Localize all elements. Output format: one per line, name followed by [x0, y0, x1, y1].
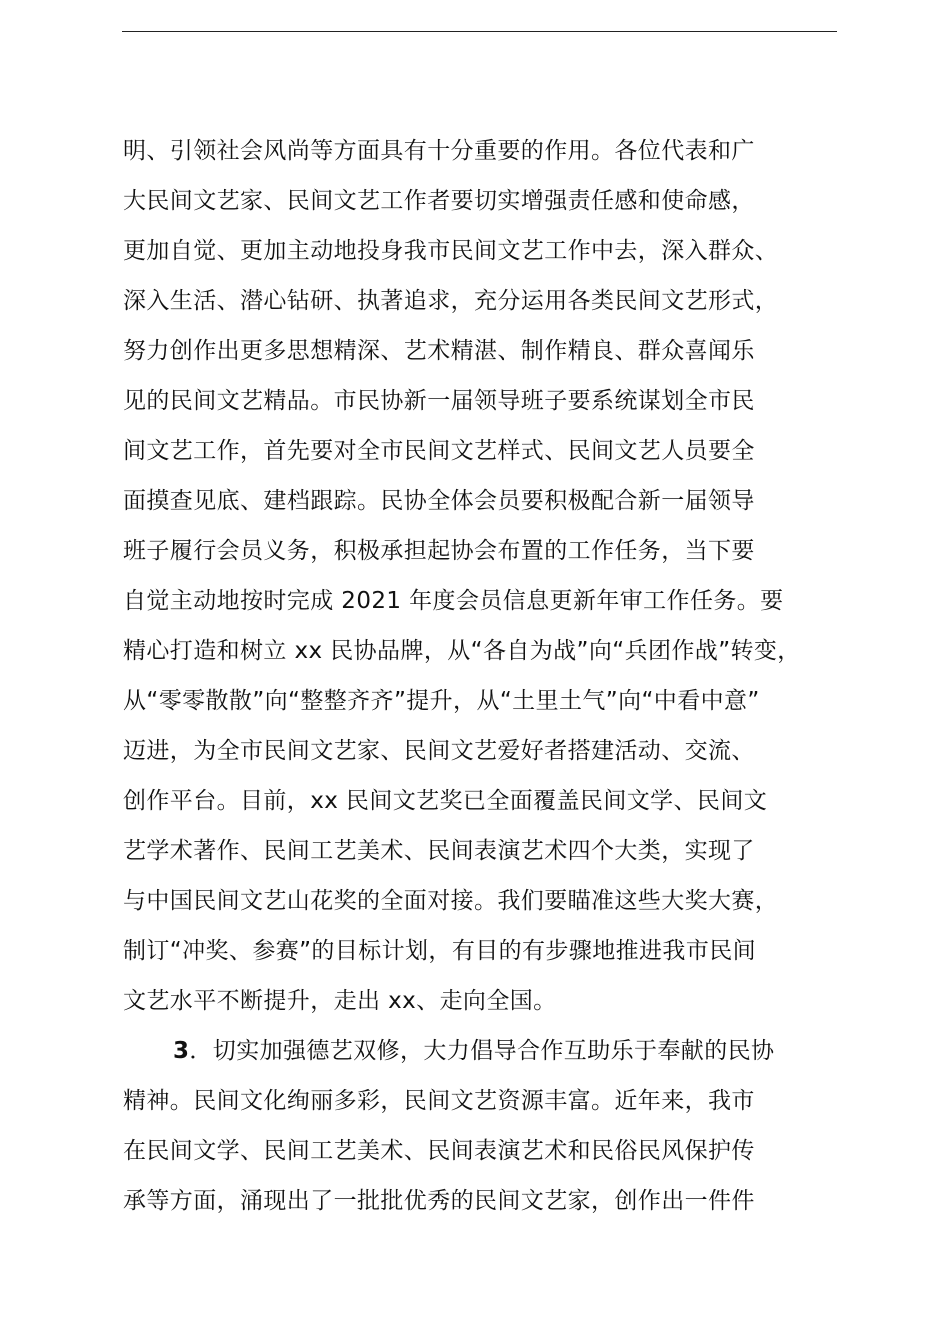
paragraph-line: 更加自觉、更加主动地投身我市民间文艺工作中去，深入群众、	[123, 238, 779, 264]
paragraph-line: 面摸查见底、建档跟踪。民协全体会员要积极配合新一届领导	[123, 488, 755, 514]
paragraph-line: 自觉主动地按时完成 2021 年度会员信息更新年审工作任务。要	[123, 588, 784, 614]
paragraph-line: 努力创作出更多思想精深、艺术精湛、制作精良、群众喜闻乐	[123, 338, 755, 364]
paragraph-line: 深入生活、潜心钻研、执著追求，充分运用各类民间文艺形式，	[123, 288, 779, 314]
paragraph-line: 文艺水平不断提升，走出 xx、走向全国。	[123, 988, 557, 1014]
paragraph-line: 大民间文艺家、民间文艺工作者要切实增强责任感和使命感，	[123, 188, 755, 214]
paragraph-line: 从“零零散散”向“整整齐齐”提升，从“土里土气”向“中看中意”	[123, 688, 760, 714]
paragraph-line: 见的民间文艺精品。市民协新一届领导班子要系统谋划全市民	[123, 388, 755, 414]
paragraph-line: 在民间文学、民间工艺美术、民间表演艺术和民俗民风保护传	[123, 1138, 755, 1164]
paragraph-line: 明、引领社会风尚等方面具有十分重要的作用。各位代表和广	[123, 138, 755, 164]
paragraph-line: 艺学术著作、民间工艺美术、民间表演艺术四个大类，实现了	[123, 838, 755, 864]
paragraph-line: 精心打造和树立 xx 民协品牌，从“各自为战”向“兵团作战”转变，	[123, 638, 801, 664]
paragraph-line: 制订“冲奖、参赛”的目标计划，有目的有步骤地推进我市民间	[123, 938, 757, 964]
paragraph-line: 精神。民间文化绚丽多彩，民间文艺资源丰富。近年来，我市	[123, 1088, 755, 1114]
section-3-heading-line	[123, 1026, 863, 1076]
paragraph-line: 迈进，为全市民间文艺家、民间文艺爱好者搭建活动、交流、	[123, 738, 755, 764]
section-number: 3	[173, 1038, 190, 1064]
body-text	[123, 126, 863, 1226]
section-3-first-line: ．切实加强德艺双修，大力倡导合作互助乐于奉献的民协	[189, 1038, 775, 1064]
paragraph-line: 班子履行会员义务，积极承担起协会布置的工作任务，当下要	[123, 538, 755, 564]
paragraph-line: 与中国民间文艺山花奖的全面对接。我们要瞄准这些大奖大赛，	[123, 888, 779, 914]
paragraph-line: 承等方面，涌现出了一批批优秀的民间文艺家，创作出一件件	[123, 1188, 755, 1214]
header-rule	[122, 31, 837, 32]
paragraph-line: 创作平台。目前，xx 民间文艺奖已全面覆盖民间文学、民间文	[123, 788, 768, 814]
paragraph-line: 间文艺工作，首先要对全市民间文艺样式、民间文艺人员要全	[123, 438, 755, 464]
